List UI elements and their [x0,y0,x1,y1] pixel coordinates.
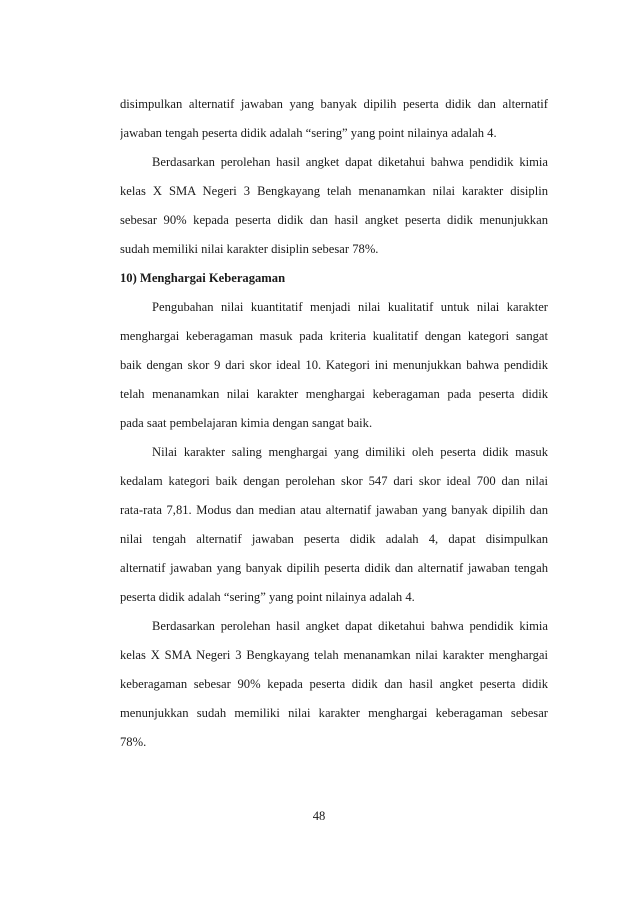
text-line: Berdasarkan perolehan hasil angket dapat diketahui bahwa pendidik kimia [152,619,548,633]
text-line: sudah memiliki nilai karakter disiplin sebesar 78%. [120,242,379,256]
text-line: rata-rata 7,81. Modus dan median atau alternatif jawaban yang banyak dipilih dan [120,503,548,517]
text-line: nilai tengah alternatif jawaban peserta didik adalah 4, dapat disimpulkan [120,532,548,546]
text-line: kelas X SMA Negeri 3 Bengkayang telah menanamkan nilai karakter disiplin [120,184,548,198]
text-line: Nilai karakter saling menghargai yang dimiliki oleh peserta didik masuk [152,445,548,459]
text-line: jawaban tengah peserta didik adalah “sering” yang point nilainya adalah 4. [120,126,497,140]
text-line: kelas X SMA Negeri 3 Bengkayang telah menanamkan nilai karakter menghargai [120,648,548,662]
body-text [120,90,548,757]
text-line: keberagaman sebesar 90% kepada peserta didik dan hasil angket peserta didik [120,677,548,691]
section-heading: 10) Menghargai Keberagaman [120,271,286,285]
text-line: kedalam kategori baik dengan perolehan skor 547 dari skor ideal 700 dan nilai [120,474,548,488]
page-number: 48 [312,809,326,823]
text-line: alternatif jawaban yang banyak dipilih peserta didik dan alternatif jawaban tengah [120,561,548,575]
text-line: menghargai keberagaman masuk pada kriteria kualitatif dengan kategori sangat [120,329,548,343]
text-line: telah menanamkan nilai karakter menghargai keberagaman pada peserta didik [120,387,548,401]
text-line: peserta didik adalah “sering” yang point nilainya adalah 4. [120,590,415,604]
text-line: Berdasarkan perolehan hasil angket dapat diketahui bahwa pendidik kimia [152,155,548,169]
text-line: menunjukkan sudah memiliki nilai karakter menghargai keberagaman sebesar [120,706,548,720]
text-line: pada saat pembelajaran kimia dengan sangat baik. [120,416,373,430]
text-line: 78%. [120,735,147,749]
text-line: baik dengan skor 9 dari skor ideal 10. Kategori ini menunjukkan bahwa pendidik [120,358,548,372]
text-line: Pengubahan nilai kuantitatif menjadi nilai kualitatif untuk nilai karakter [152,300,548,314]
text-line: disimpulkan alternatif jawaban yang banyak dipilih peserta didik dan alternatif [120,97,548,111]
text-line: sebesar 90% kepada peserta didik dan hasil angket peserta didik menunjukkan [120,213,548,227]
